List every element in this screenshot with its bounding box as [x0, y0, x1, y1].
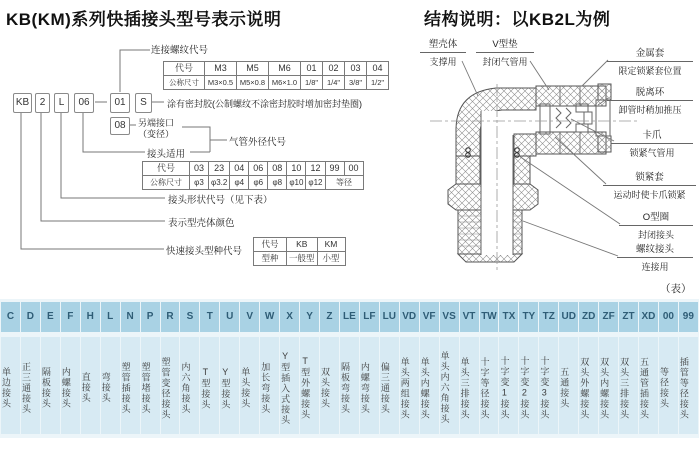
- shape-meaning-cell: 内螺弯接头: [360, 337, 379, 434]
- shape-code-cell: L: [101, 302, 120, 332]
- table-cell: 01: [301, 62, 323, 76]
- shape-code-cell: H: [81, 302, 100, 332]
- code-box-06: 06: [74, 93, 94, 113]
- shape-code-cell: VS: [440, 302, 459, 332]
- o-ring-label: [619, 209, 693, 241]
- part-name: O型圈: [619, 209, 693, 226]
- table-cell: 型种: [254, 252, 287, 266]
- shape-code-cell: 99: [679, 302, 698, 332]
- shape-meaning-cell: 五通接头: [559, 337, 578, 434]
- fitting-apply-label: 接头适用: [147, 149, 186, 160]
- table-cell: φ6: [249, 176, 268, 190]
- shape-meaning-cell: 单头内六角接头: [440, 337, 459, 434]
- part-desc: 连接用: [641, 262, 669, 272]
- thread-code-label: 连接螺纹代号: [151, 45, 209, 56]
- shape-meaning-cell: 直接头: [81, 337, 100, 434]
- shape-meaning-cell: 弯接头: [101, 337, 120, 434]
- part-desc: 限定锁紧套位置: [618, 66, 682, 76]
- shape-code-cell: E: [41, 302, 60, 332]
- part-desc: 封闭气管用: [482, 57, 528, 67]
- table-cell: 02: [323, 62, 345, 76]
- table-cell: 小型: [317, 252, 345, 266]
- shape-meaning-cell: 塑管变径接头: [161, 337, 180, 434]
- shape-code-cell: LU: [380, 302, 399, 332]
- table-cell: M3: [205, 62, 237, 76]
- shape-meaning-cell: 单边接头: [1, 337, 20, 434]
- shape-meaning-cell: 十字变2接头: [519, 337, 538, 434]
- series-type-table: [253, 237, 346, 266]
- part-name: 螺纹接头: [617, 241, 693, 258]
- table-cell: 00: [344, 162, 363, 176]
- shape-meaning-cell: 插管等径接头: [679, 337, 698, 434]
- shape-meaning-cell: T型外螺接头: [300, 337, 319, 434]
- tube-od-table: [142, 161, 364, 190]
- table-cell: φ10: [287, 176, 306, 190]
- metal-sleeve-label: [607, 45, 693, 77]
- tube-od-label: 气管外径代号: [229, 137, 287, 148]
- part-name: V型垫: [476, 36, 534, 53]
- table-cell: 23: [209, 162, 230, 176]
- shape-code-cell: VD: [400, 302, 419, 332]
- shape-code-cell: U: [220, 302, 239, 332]
- shape-code-cell: W: [260, 302, 279, 332]
- code-box-kb: KB: [13, 93, 32, 113]
- shell-label: [420, 36, 466, 68]
- table-cell: φ3: [190, 176, 209, 190]
- code-box-01: 01: [110, 93, 130, 113]
- other-end-line2: （变径）: [138, 129, 175, 139]
- table-cell: M5×0.8: [237, 76, 269, 90]
- shape-meaning-cell: T型接头: [200, 337, 219, 434]
- shape-meaning-cell: 十字变3接头: [539, 337, 558, 434]
- shape-code-meaning-row: [0, 337, 699, 434]
- table-cell: 99: [325, 162, 344, 176]
- table-cell: 03: [190, 162, 209, 176]
- release-ring-label: [607, 84, 693, 116]
- shape-code-cell: D: [21, 302, 40, 332]
- table-cell: 1/2": [367, 76, 389, 90]
- part-name: 金属套: [607, 45, 693, 62]
- table-cell: KM: [317, 238, 345, 252]
- thread-code-table: [163, 61, 389, 90]
- table-cell: M6: [269, 62, 301, 76]
- shape-meaning-cell: 单头内螺接头: [420, 337, 439, 434]
- shape-meaning-cell: 双头接头: [320, 337, 339, 434]
- table-note: （表）: [660, 283, 692, 295]
- lock-sleeve-label: [603, 169, 696, 201]
- shape-meaning-cell: 十字等径接头: [480, 337, 499, 434]
- table-cell: 代号: [164, 62, 205, 76]
- table-cell: 12: [306, 162, 325, 176]
- table-cell: 04: [230, 162, 249, 176]
- part-name: 塑壳体: [420, 36, 466, 53]
- shape-meaning-cell: 偏三通接头: [380, 337, 399, 434]
- shape-meaning-cell: 双头内螺接头: [599, 337, 618, 434]
- table-cell: φ4: [230, 176, 249, 190]
- table-cell: M3×0.5: [205, 76, 237, 90]
- shape-meaning-cell: 单头两组接头: [400, 337, 419, 434]
- table-cell: 等径: [325, 176, 363, 190]
- shape-code-cell: XD: [639, 302, 658, 332]
- part-desc: 运动时使卡爪锁紧: [613, 190, 686, 200]
- type-code-label: 快速接头型种代号: [166, 246, 243, 257]
- right-title: 结构说明：以KB2L为例: [424, 10, 611, 29]
- shape-code-label: 接头形状代号（见下表）: [168, 195, 273, 206]
- shape-code-cell: ZT: [619, 302, 638, 332]
- shape-code-cell: TY: [519, 302, 538, 332]
- shape-code-cell: S: [180, 302, 199, 332]
- shape-code-cell: Y: [300, 302, 319, 332]
- table-cell: M6×1.0: [269, 76, 301, 90]
- shape-meaning-cell: 等径接头: [659, 337, 678, 434]
- shape-code-cell: VF: [420, 302, 439, 332]
- part-name: 卡爪: [611, 127, 693, 144]
- shape-meaning-cell: 加长弯接头: [260, 337, 279, 434]
- shape-code-cell: Z: [320, 302, 339, 332]
- part-desc: 封闭接头: [637, 230, 674, 240]
- code-box-s: S: [135, 93, 152, 113]
- shape-code-cell: 00: [659, 302, 678, 332]
- claw-label: [611, 127, 693, 159]
- code-box-2: 2: [35, 93, 50, 113]
- shape-code-cell: X: [280, 302, 299, 332]
- shape-meaning-cell: 塑管插接头: [121, 337, 140, 434]
- shape-meaning-cell: 塑管堵接头: [141, 337, 160, 434]
- table-cell: 公称尺寸: [143, 176, 190, 190]
- table-cell: 一般型: [287, 252, 318, 266]
- code-box-08: 08: [110, 117, 130, 135]
- other-end-line1: 另端接口: [138, 118, 175, 128]
- table-cell: 公称尺寸: [164, 76, 205, 90]
- shape-meaning-cell: 内螺接头: [61, 337, 80, 434]
- shape-meaning-cell: 双头外螺接头: [579, 337, 598, 434]
- shape-code-cell: TX: [499, 302, 518, 332]
- table-cell: 代号: [254, 238, 287, 252]
- shape-meaning-cell: 隔板弯接头: [340, 337, 359, 434]
- sealant-note: 涂有密封胶(公制螺纹不涂密封胶时增加密封垫圈): [167, 99, 362, 109]
- shape-code-cell: ZF: [599, 302, 618, 332]
- shape-code-cell: LE: [340, 302, 359, 332]
- shape-code-cell: VT: [460, 302, 479, 332]
- shape-code-header-row: [0, 302, 699, 332]
- table-cell: M5: [237, 62, 269, 76]
- shape-meaning-cell: 双头三排接头: [619, 337, 638, 434]
- part-name: 锁紧套: [603, 169, 696, 186]
- table-cell: φ3.2: [209, 176, 230, 190]
- table-cell: 03: [345, 62, 367, 76]
- table-cell: 1/4": [323, 76, 345, 90]
- table-cell: φ8: [268, 176, 287, 190]
- shape-meaning-cell: 单头接头: [240, 337, 259, 434]
- shape-code-cell: LF: [360, 302, 379, 332]
- other-end-label: [138, 118, 174, 140]
- shape-code-table: [0, 299, 699, 438]
- code-box-l: L: [54, 93, 69, 113]
- shape-meaning-cell: 单头三排接头: [460, 337, 479, 434]
- shape-meaning-cell: Y型插入式接头: [280, 337, 299, 434]
- shape-code-cell: TW: [480, 302, 499, 332]
- part-desc: 支撑用: [429, 57, 457, 67]
- shape-code-cell: V: [240, 302, 259, 332]
- table-cell: 代号: [143, 162, 190, 176]
- shape-code-cell: ZD: [579, 302, 598, 332]
- part-desc: 卸管时稍加推压: [618, 105, 682, 115]
- shape-code-cell: C: [1, 302, 20, 332]
- v-seal-label: [476, 36, 534, 68]
- part-desc: 锁紧气管用: [629, 148, 675, 158]
- table-cell: φ12: [306, 176, 325, 190]
- shape-code-cell: P: [141, 302, 160, 332]
- table-cell: 1/8": [301, 76, 323, 90]
- shell-color-label: 表示型壳体颜色: [168, 218, 235, 229]
- table-cell: 04: [367, 62, 389, 76]
- threaded-connector-label: [617, 241, 693, 273]
- table-cell: 10: [287, 162, 306, 176]
- part-name: 脱离环: [607, 84, 693, 101]
- shape-code-cell: R: [161, 302, 180, 332]
- shape-code-cell: UD: [559, 302, 578, 332]
- table-cell: 08: [268, 162, 287, 176]
- shape-meaning-cell: 正三通接头: [21, 337, 40, 434]
- table-cell: KB: [287, 238, 318, 252]
- shape-code-cell: F: [61, 302, 80, 332]
- table-cell: 3/8": [345, 76, 367, 90]
- shape-meaning-cell: 隔板接头: [41, 337, 60, 434]
- shape-code-cell: N: [121, 302, 140, 332]
- shape-code-cell: TZ: [539, 302, 558, 332]
- shape-meaning-cell: 五通管插接头: [639, 337, 658, 434]
- shape-meaning-cell: 内六角接头: [180, 337, 199, 434]
- left-title: KB(KM)系列快插接头型号表示说明: [6, 10, 282, 29]
- shape-meaning-cell: 十字变1接头: [499, 337, 518, 434]
- shape-meaning-cell: Y型接头: [220, 337, 239, 434]
- table-cell: 06: [249, 162, 268, 176]
- shape-code-cell: T: [200, 302, 219, 332]
